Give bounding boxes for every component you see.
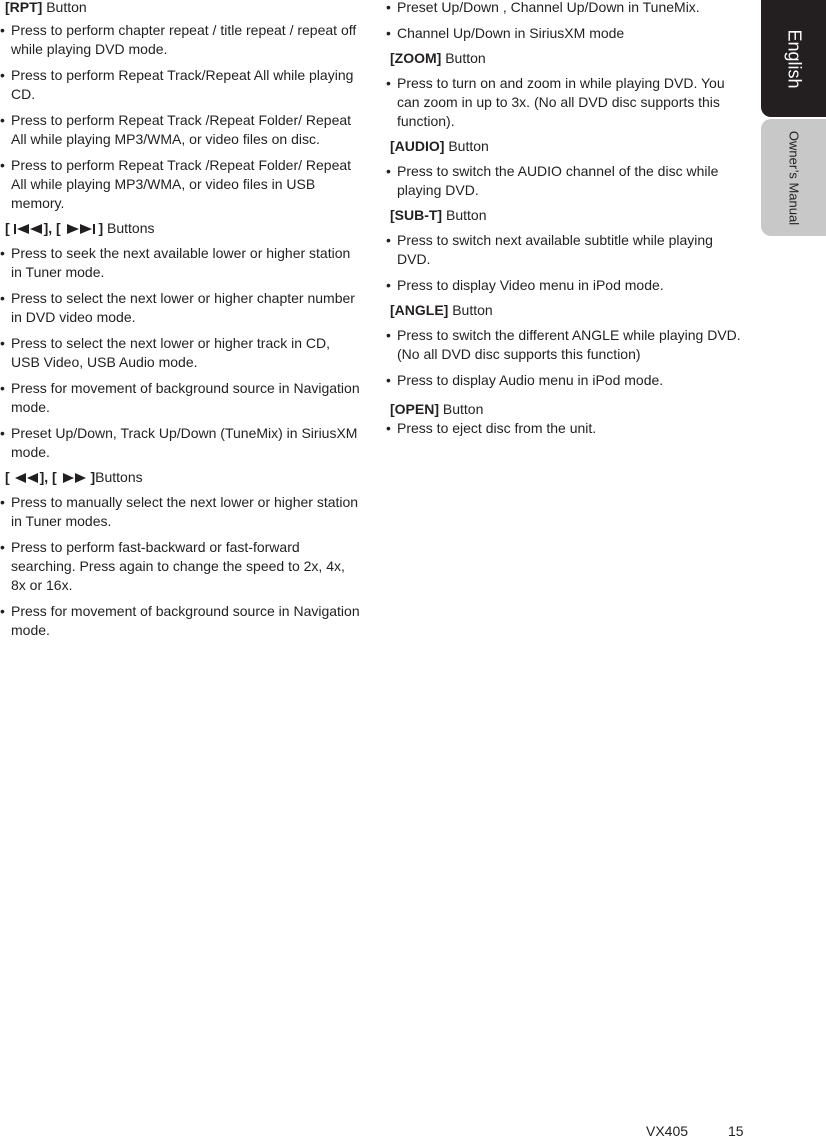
rpt-list bbox=[4, 21, 360, 213]
language-tab bbox=[761, 0, 826, 117]
audio-heading: [AUDIO] Button bbox=[390, 138, 489, 154]
skip-buttons-heading: [ ], [ ] Buttons bbox=[5, 220, 155, 236]
subt-heading: [SUB-T] Button bbox=[390, 207, 487, 223]
tunemix-list bbox=[390, 0, 750, 43]
skip-previous-icon bbox=[14, 223, 44, 235]
skip-next-icon bbox=[65, 223, 95, 235]
list-item: • Press to manually select the next lower or higher station in Tuner modes. bbox=[4, 493, 360, 531]
owners-manual-tab bbox=[761, 119, 826, 236]
open-heading: [OPEN] Button bbox=[390, 401, 484, 417]
angle-list bbox=[390, 326, 750, 390]
list-item: • Preset Up/Down, Track Up/Down (TuneMix) in SiriusXM mode. bbox=[4, 424, 360, 462]
list-item: • Press to switch the different ANGLE while playing DVD. (No all DVD disc supports this function) bbox=[390, 326, 750, 364]
list-item: • Press to perform Repeat Track/Repeat All while playing CD. bbox=[4, 66, 360, 104]
language-tab-label: English bbox=[784, 28, 804, 89]
list-item: • Press to display Video menu in iPod mode. bbox=[390, 276, 750, 295]
zoom-heading: [ZOOM] Button bbox=[390, 50, 486, 66]
zoom-list bbox=[390, 74, 750, 131]
list-item: • Preset Up/Down , Channel Up/Down in TuneMix. bbox=[390, 0, 750, 17]
list-item: • Press to turn on and zoom in while playing DVD. You can zoom in up to 3x. (No all DVD disc supports this function). bbox=[390, 74, 750, 131]
list-item: • Press for movement of background source in Navigation mode. bbox=[4, 602, 360, 640]
list-item: • Press to perform Repeat Track /Repeat Folder/ Repeat All while playing MP3/WMA, or video files in USB memory. bbox=[4, 156, 360, 213]
list-item: • Press to switch the AUDIO channel of the disc while playing DVD. bbox=[390, 162, 750, 200]
subt-list bbox=[390, 231, 750, 295]
left-column bbox=[4, 0, 360, 640]
right-column bbox=[390, 0, 750, 438]
fast-backward-icon bbox=[14, 472, 40, 484]
audio-list bbox=[390, 162, 750, 200]
list-item: • Press to perform Repeat Track /Repeat Folder/ Repeat All while playing MP3/WMA, or video files on disc. bbox=[4, 111, 360, 149]
fast-forward-icon bbox=[61, 472, 87, 484]
rpt-heading: [RPT] Button bbox=[5, 0, 87, 15]
list-item: • Press to display Audio menu in iPod mode. bbox=[390, 371, 750, 390]
list-item: • Press to perform chapter repeat / title repeat / repeat off while playing DVD mode. bbox=[4, 21, 360, 59]
open-list bbox=[390, 419, 750, 438]
list-item: • Channel Up/Down in SiriusXM mode bbox=[390, 24, 750, 43]
list-item: • Press to seek the next available lower or higher station in Tuner mode. bbox=[4, 244, 360, 282]
angle-heading: [ANGLE] Button bbox=[390, 302, 493, 318]
skip-list bbox=[4, 244, 360, 462]
list-item: • Press to select the next lower or higher track in CD, USB Video, USB Audio mode. bbox=[4, 334, 360, 372]
list-item: • Press to switch next available subtitle while playing DVD. bbox=[390, 231, 750, 269]
list-item: • Press for movement of background source in Navigation mode. bbox=[4, 379, 360, 417]
page-number: 15 bbox=[728, 1123, 744, 1139]
list-item: • Press to perform fast-backward or fast-forward searching. Press again to change the speed to 2x, 4x, 8x or 16x. bbox=[4, 538, 360, 595]
list-item: • Press to select the next lower or higher chapter number in DVD video mode. bbox=[4, 289, 360, 327]
list-item: • Press to eject disc from the unit. bbox=[390, 419, 750, 438]
seek-buttons-heading: [ ], [ ]Buttons bbox=[5, 469, 143, 485]
model-number: VX405 bbox=[646, 1123, 689, 1139]
seek-list bbox=[4, 493, 360, 640]
owners-manual-tab-label: Owner’s Manual bbox=[786, 130, 801, 225]
